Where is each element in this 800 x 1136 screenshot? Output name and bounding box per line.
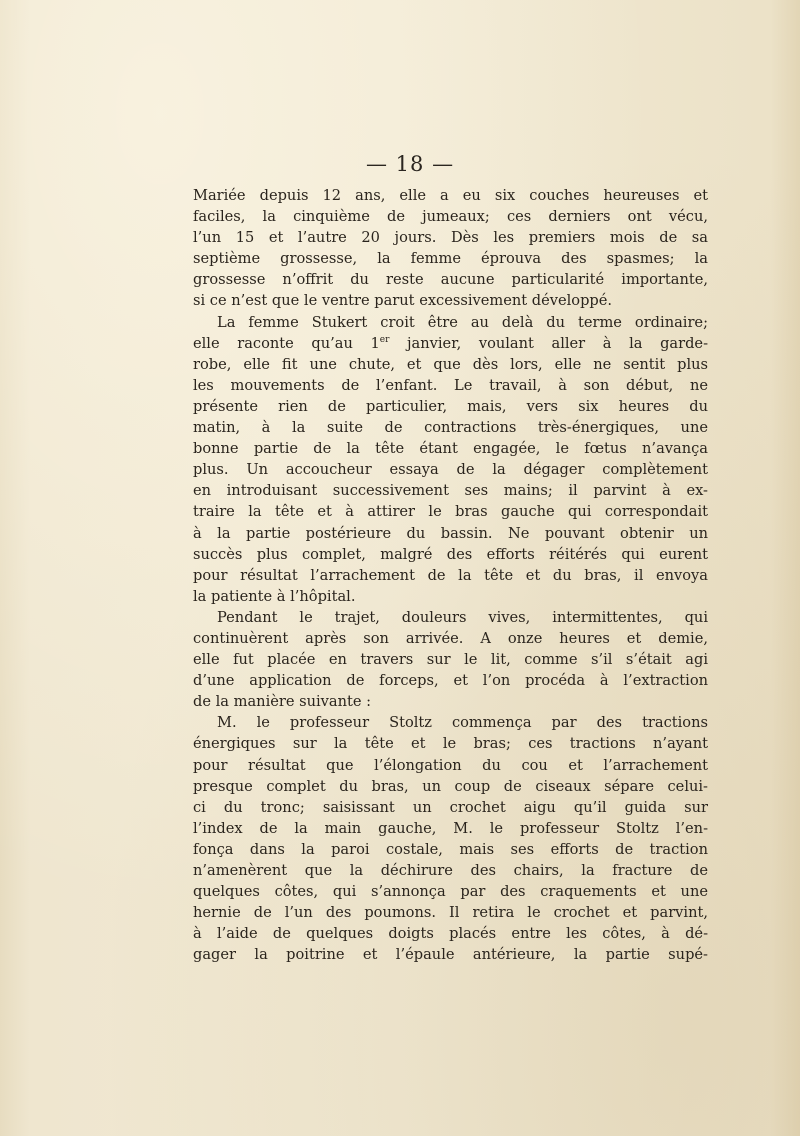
text-line: si ce n’est que le ventre parut excessivement développé.	[193, 292, 613, 310]
text-line: l’un 15 et l’autre 20 jours. Dès les premiers mois de sa	[193, 229, 708, 247]
text-line: plus. Un accoucheur essaya de la dégager complètement	[193, 461, 708, 479]
body-text	[193, 185, 708, 965]
text-line: grossesse n’offrit du reste aucune particularité importante,	[193, 271, 708, 289]
text-line: à l’aide de quelques doigts placés entre les côtes, à dé-	[193, 925, 708, 943]
text-line: succès plus complet, malgré des efforts réitérés qui eurent	[193, 545, 708, 563]
text-line: matin, à la suite de contractions très-énergiques, une	[193, 419, 708, 437]
text-line: quelques côtes, qui s’annonça par des craquements et une	[193, 883, 708, 901]
text-line: traire la tête et à attirer le bras gauche qui correspondait	[193, 503, 708, 521]
text-line: présente rien de particulier, mais, vers six heures du	[193, 397, 708, 415]
text-line: septième grossesse, la femme éprouva des spasmes; la	[193, 250, 708, 268]
text-line-with-superscript	[193, 333, 708, 354]
text-line: M. le professeur Stoltz commença par des tractions	[217, 714, 708, 732]
text-line: de la manière suivante :	[193, 693, 372, 711]
text-line: pour résultat l’arrachement de la tête et du bras, il envoya	[193, 566, 708, 584]
text-line: presque complet du bras, un coup de ciseaux sépare celui-	[193, 777, 708, 795]
text-line: bonne partie de la tête étant engagée, le fœtus n’avança	[193, 440, 708, 458]
text-line: en introduisant successivement ses mains; il parvint à ex-	[193, 482, 708, 500]
text-line: gager la poitrine et l’épaule antérieure, la partie supé-	[193, 946, 708, 964]
text-line: faciles, la cinquième de jumeaux; ces derniers ont vécu,	[193, 208, 708, 226]
text-fragment: elle raconte qu’au 1	[193, 334, 380, 352]
text-line: l’index de la main gauche, M. le professeur Stoltz l’en-	[193, 819, 708, 837]
text-line: la patiente à l’hôpital.	[193, 587, 356, 605]
text-line: d’une application de forceps, et l’on procéda à l’extraction	[193, 672, 708, 690]
text-line: hernie de l’un des poumons. Il retira le crochet et parvint,	[193, 904, 708, 922]
text-line: elle fut placée en travers sur le lit, comme s’il s’était agi	[193, 651, 708, 669]
text-fragment: janvier, voulant aller à la garde-	[389, 334, 708, 352]
text-line: Pendant le trajet, douleurs vives, intermittentes, qui	[217, 608, 708, 626]
text-line: continuèrent après son arrivée. A onze heures et demie,	[193, 629, 708, 647]
text-line: n’amenèrent que la déchirure des chairs, la fracture de	[193, 862, 708, 879]
page-number: — 18 —	[366, 152, 455, 176]
text-line: ci du tronc; saisissant un crochet aigu qu’il guida sur	[193, 798, 708, 816]
text-line: Mariée depuis 12 ans, elle a eu six couches heureuses et	[193, 187, 708, 204]
text-line: les mouvements de l’enfant. Le travail, à son début, ne	[193, 376, 708, 394]
text-line: robe, elle fit une chute, et que dès lors, elle ne sentit plus	[193, 355, 708, 373]
text-line: fonça dans la paroi costale, mais ses efforts de traction	[193, 840, 708, 858]
text-line: La femme Stukert croit être au delà du terme ordinaire;	[217, 313, 708, 331]
text-line: à la partie postérieure du bassin. Ne pouvant obtenir un	[193, 524, 708, 542]
text-line: énergiques sur la tête et le bras; ces tractions n’ayant	[193, 735, 708, 753]
superscript: er	[379, 334, 390, 345]
text-line: pour résultat que l’élongation du cou et l’arrachement	[193, 756, 708, 774]
